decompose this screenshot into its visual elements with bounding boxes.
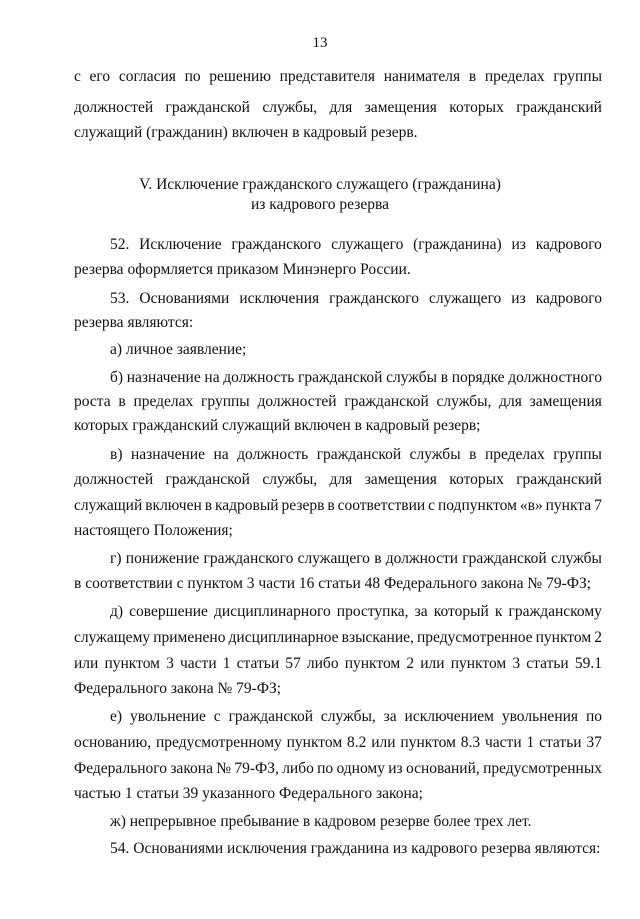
word: в [327, 497, 335, 514]
word: гражданского [203, 550, 294, 567]
word: которых [449, 99, 504, 116]
word: решению [209, 68, 271, 85]
word: служащий [74, 497, 143, 514]
word: за [414, 603, 428, 620]
word: замещения [529, 393, 602, 410]
word: 57 [285, 655, 301, 672]
p53-line-2: резерва являются: [74, 314, 194, 331]
word: в [469, 446, 477, 463]
intro-line-2 [74, 99, 602, 117]
intro-line-3: служащий (гражданин) включен в кадровый резерв. [74, 124, 418, 141]
word: службы [386, 369, 438, 386]
item-e-line-2 [74, 734, 602, 752]
word: кадрового [535, 290, 602, 307]
intro-line-1 [74, 68, 602, 86]
word: гражданского [231, 236, 322, 253]
word: кадровый [214, 497, 279, 514]
word: основанию, [74, 734, 152, 751]
word: которых [449, 471, 504, 488]
word: его [89, 68, 111, 85]
word: 8.2 [346, 734, 367, 751]
word: назначение [130, 446, 205, 463]
item-v-line-4: настоящего Положения; [74, 522, 233, 539]
word: (гражданина) [413, 236, 502, 253]
word: по [184, 68, 201, 85]
word: нанимателя [383, 68, 461, 85]
p52-line-2: резерва оформляется приказом Минэнерго России. [74, 261, 411, 278]
word: который [433, 603, 489, 620]
item-b-line-2 [74, 393, 602, 411]
word: группы [553, 446, 602, 463]
word: статьи [539, 734, 582, 751]
word: гражданского [329, 290, 419, 307]
word: пунктом [535, 629, 592, 646]
word: совершение [129, 603, 208, 620]
word: Основаниями [139, 290, 230, 307]
word: или [74, 655, 99, 672]
word: 3 [166, 655, 174, 672]
word: 1 [222, 655, 231, 672]
word: исключением [404, 708, 494, 725]
word: гражданской [316, 446, 402, 463]
word: назначение [126, 369, 201, 386]
word: службы [409, 446, 461, 463]
word: для [329, 471, 353, 488]
section-title-line-1: V. Исключение гражданского служащего (гражданина) [139, 176, 501, 193]
word: 37 [586, 734, 602, 751]
word: должностей [74, 99, 154, 116]
word: из [388, 760, 403, 777]
word: службы, [320, 708, 376, 725]
word: е) [110, 708, 123, 725]
word: с [213, 708, 221, 725]
word: с [74, 68, 81, 85]
word: гражданской [165, 471, 250, 488]
word: для [329, 99, 353, 116]
item-d-line-4: Федерального закона № 79-ФЗ; [74, 680, 282, 697]
word: оснований, [405, 760, 480, 777]
word: замещения [364, 471, 437, 488]
p54: 54. Основаниями исключения гражданина из кадрового резерва являются: [110, 840, 601, 857]
word: статьи [526, 655, 569, 672]
word: служащего [297, 550, 370, 567]
word: гражданской [297, 369, 383, 386]
word: гражданской [165, 99, 250, 116]
item-v-line-1 [110, 446, 602, 464]
word: или [371, 734, 396, 751]
word: 52. [110, 236, 130, 253]
word: увольнение [129, 708, 206, 725]
item-v-line-3 [74, 497, 602, 515]
word: пунктом [104, 655, 160, 672]
word: статьи [236, 655, 280, 672]
word: 2 [406, 655, 415, 672]
word: предусмотренное [416, 629, 533, 646]
word: в) [110, 446, 123, 463]
item-e-line-3 [74, 760, 602, 778]
word: части [180, 655, 217, 672]
p52-line-1 [110, 236, 602, 254]
item-b-line-1 [110, 369, 602, 387]
word: увольнения [501, 708, 579, 725]
word: кадрового [535, 236, 602, 253]
word: Исключение [139, 236, 222, 253]
word: 1 [526, 734, 535, 751]
item-g-line-2: в соответствии с пунктом 3 части 16 статьи 48 Федерального закона № 79-ФЗ; [74, 575, 592, 592]
word: пределах [484, 68, 545, 85]
word: службы, [262, 99, 318, 116]
word: с [428, 497, 436, 514]
word: подпунктом [437, 497, 517, 514]
word: гражданской [344, 393, 429, 410]
word: должностей [74, 471, 154, 488]
word: г) [110, 550, 122, 567]
word: Федерального [74, 760, 168, 777]
word: 53. [110, 290, 130, 307]
word: пунктом [286, 734, 343, 751]
word: к [494, 603, 503, 620]
word: по [317, 760, 334, 777]
word: включен [145, 497, 202, 514]
word: проступка, [336, 603, 409, 620]
word: резерв [281, 497, 325, 514]
word: должности [385, 550, 459, 567]
word: соответствии [337, 497, 426, 514]
word: или [420, 655, 445, 672]
word: службы, [262, 471, 318, 488]
word: порядке [451, 369, 505, 386]
word: из [511, 290, 526, 307]
word: пунктом [344, 655, 401, 672]
word: служащего [429, 290, 502, 307]
word: дисциплинарного [214, 603, 331, 620]
word: закона [170, 760, 213, 777]
word: замещения [364, 99, 437, 116]
word: гражданской [228, 708, 314, 725]
word: гражданскому [508, 603, 602, 620]
word: гражданский [516, 471, 602, 488]
item-g-line-1 [110, 550, 602, 568]
item-d-line-3 [74, 655, 602, 673]
page-number: 13 [312, 35, 328, 51]
word: в [374, 550, 382, 567]
word: службы [550, 550, 602, 567]
word: должность [223, 369, 295, 386]
word: по [585, 708, 602, 725]
word: либо [306, 655, 339, 672]
word: в [118, 393, 126, 410]
word: либо [282, 760, 314, 777]
word: предусмотренному [155, 734, 282, 751]
word: на [213, 446, 229, 463]
word: служащего [331, 236, 404, 253]
word: «в» [519, 497, 543, 514]
word: б) [110, 369, 124, 386]
word: согласия [118, 68, 176, 85]
word: № [216, 760, 232, 777]
word: предусмотренных [483, 760, 602, 777]
word: пределах [133, 393, 194, 410]
item-a: а) личное заявление; [110, 341, 247, 358]
word: пределах [484, 446, 545, 463]
word: пунктом [450, 655, 507, 672]
word: группы [553, 68, 602, 85]
word: в [204, 497, 213, 514]
item-b-line-3: которых гражданский служащий включен в кадровый резерв; [74, 417, 481, 434]
item-e-line-1 [110, 708, 602, 726]
word: на [204, 369, 220, 386]
word: одному [336, 760, 385, 777]
word: взыскание, [341, 629, 414, 646]
word: д) [110, 603, 124, 620]
word: 8.3 [460, 734, 481, 751]
word: должностей [257, 393, 337, 410]
p53-line-1 [110, 290, 602, 308]
word: в [440, 369, 449, 386]
word: пунктом [400, 734, 456, 751]
item-v-line-2 [74, 471, 602, 489]
item-d-line-2 [74, 629, 602, 647]
item-d-line-1 [110, 603, 602, 621]
word: должность [237, 446, 309, 463]
word: за [383, 708, 397, 725]
word: 59.1 [574, 655, 602, 672]
word: 79-ФЗ, [234, 760, 279, 777]
word: пункта [545, 497, 592, 514]
word: в [468, 68, 477, 85]
word: дисциплинарное [228, 629, 339, 646]
word: служащему [74, 629, 151, 646]
word: 3 [512, 655, 521, 672]
word: части [485, 734, 522, 751]
word: применено [153, 629, 226, 646]
item-e-line-4: частью 1 статьи 39 указанного Федерального закона; [74, 785, 423, 802]
word: должностного [508, 369, 602, 386]
word: роста [74, 393, 111, 410]
word: гражданский [516, 99, 602, 116]
word: понижение [125, 550, 200, 567]
word: 7 [594, 497, 602, 514]
word: из [511, 236, 526, 253]
word: исключения [239, 290, 320, 307]
section-title-line-2: из кадрового резерва [251, 196, 389, 213]
word: группы [201, 393, 250, 410]
item-zh: ж) непрерывное пребывание в кадровом резерве более трех лет. [110, 813, 532, 830]
word: гражданской [462, 550, 547, 567]
word: 2 [594, 629, 602, 646]
word: для [499, 393, 522, 410]
word: службы, [436, 393, 492, 410]
word: представителя [279, 68, 376, 85]
